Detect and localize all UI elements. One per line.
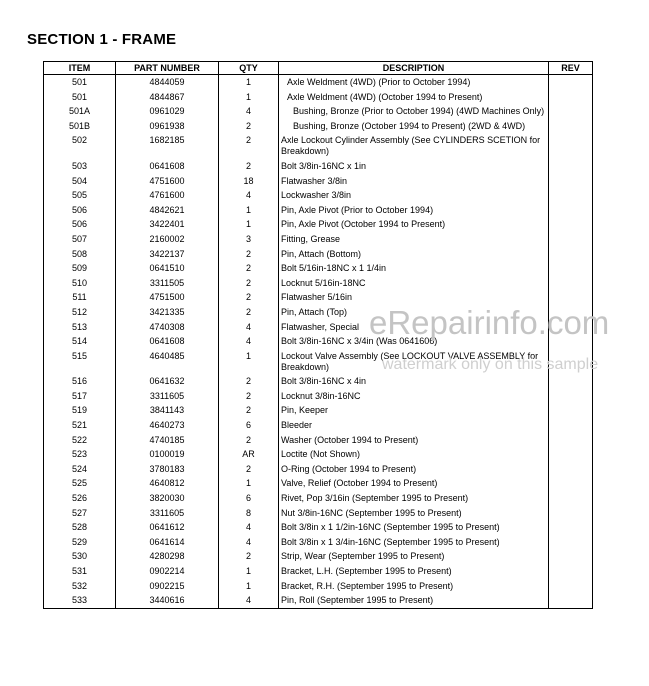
part-number-cell: 0641612 xyxy=(116,520,219,535)
rev-cell xyxy=(549,579,593,594)
item-cell: 513 xyxy=(44,320,116,335)
qty-cell: 4 xyxy=(219,334,279,349)
table-row xyxy=(44,159,593,174)
description-cell: Washer (October 1994 to Present) xyxy=(279,433,549,448)
qty-cell: 2 xyxy=(219,433,279,448)
rev-cell xyxy=(549,418,593,433)
description-cell: Bracket, R.H. (September 1995 to Present) xyxy=(279,579,549,594)
part-number-cell: 4740185 xyxy=(116,433,219,448)
part-number-cell: 4844059 xyxy=(116,75,219,90)
part-number-cell: 2160002 xyxy=(116,232,219,247)
rev-cell xyxy=(549,535,593,550)
description-cell: Flatwasher 5/16in xyxy=(279,290,549,305)
rev-cell xyxy=(549,119,593,134)
rev-cell xyxy=(549,232,593,247)
table-row xyxy=(44,119,593,134)
qty-cell: 2 xyxy=(219,159,279,174)
rev-cell xyxy=(549,549,593,564)
part-number-cell: 3841143 xyxy=(116,403,219,418)
item-cell: 528 xyxy=(44,520,116,535)
table-row xyxy=(44,276,593,291)
part-number-cell: 0641608 xyxy=(116,159,219,174)
rev-cell xyxy=(549,203,593,218)
description-cell: Bolt 5/16in-18NC x 1 1/4in xyxy=(279,261,549,276)
item-cell: 527 xyxy=(44,506,116,521)
table-row xyxy=(44,433,593,448)
part-number-cell: 4842621 xyxy=(116,203,219,218)
qty-cell: 1 xyxy=(219,579,279,594)
description-cell: Bolt 3/8in-16NC x 4in xyxy=(279,374,549,389)
part-number-cell: 0902215 xyxy=(116,579,219,594)
item-cell: 508 xyxy=(44,247,116,262)
part-number-cell: 4751600 xyxy=(116,174,219,189)
description-cell: Pin, Attach (Top) xyxy=(279,305,549,320)
item-cell: 504 xyxy=(44,174,116,189)
rev-cell xyxy=(549,290,593,305)
item-cell: 507 xyxy=(44,232,116,247)
description-cell: Bolt 3/8in-16NC x 3/4in (Was 0641606) xyxy=(279,334,549,349)
description-cell: Loctite (Not Shown) xyxy=(279,447,549,462)
item-cell: 501A xyxy=(44,104,116,119)
table-row xyxy=(44,389,593,404)
table-row xyxy=(44,133,593,159)
part-number-cell: 4640273 xyxy=(116,418,219,433)
qty-cell: 1 xyxy=(219,90,279,105)
description-cell: Pin, Keeper xyxy=(279,403,549,418)
parts-table xyxy=(43,61,593,609)
part-number-cell: 4640485 xyxy=(116,349,219,375)
description-cell: Nut 3/8in-16NC (September 1995 to Present) xyxy=(279,506,549,521)
description-cell: Bolt 3/8in x 1 1/2in-16NC (September 1995 to Present) xyxy=(279,520,549,535)
table-row xyxy=(44,203,593,218)
rev-cell xyxy=(549,374,593,389)
part-number-cell: 3421335 xyxy=(116,305,219,320)
qty-cell: 2 xyxy=(219,276,279,291)
item-cell: 514 xyxy=(44,334,116,349)
rev-cell xyxy=(549,506,593,521)
rev-cell xyxy=(549,462,593,477)
qty-cell: AR xyxy=(219,447,279,462)
rev-cell xyxy=(549,247,593,262)
rev-cell xyxy=(549,389,593,404)
part-number-cell: 3820030 xyxy=(116,491,219,506)
rev-cell xyxy=(549,159,593,174)
rev-cell xyxy=(549,520,593,535)
rev-cell xyxy=(549,104,593,119)
table-row xyxy=(44,188,593,203)
item-cell: 509 xyxy=(44,261,116,276)
qty-cell: 1 xyxy=(219,564,279,579)
table-row xyxy=(44,403,593,418)
item-cell: 503 xyxy=(44,159,116,174)
qty-cell: 1 xyxy=(219,349,279,375)
qty-cell: 4 xyxy=(219,535,279,550)
part-number-cell: 3311605 xyxy=(116,389,219,404)
qty-cell: 3 xyxy=(219,232,279,247)
description-cell: Lockout Valve Assembly (See LOCKOUT VALVE ASSEMBLY for Breakdown) xyxy=(279,349,549,375)
header-qty: QTY xyxy=(219,62,279,75)
part-number-cell: 3311505 xyxy=(116,276,219,291)
table-row xyxy=(44,90,593,105)
part-number-cell: 4844867 xyxy=(116,90,219,105)
rev-cell xyxy=(549,334,593,349)
part-number-cell: 0961029 xyxy=(116,104,219,119)
qty-cell: 6 xyxy=(219,491,279,506)
item-cell: 506 xyxy=(44,217,116,232)
table-row xyxy=(44,520,593,535)
item-cell: 512 xyxy=(44,305,116,320)
rev-cell xyxy=(549,305,593,320)
watermark-note: watermark only on this sample xyxy=(382,356,599,373)
description-cell: Bushing, Bronze (Prior to October 1994) (4WD Machines Only) xyxy=(279,104,549,119)
table-row xyxy=(44,75,593,90)
qty-cell: 1 xyxy=(219,75,279,90)
table-row xyxy=(44,549,593,564)
table-row xyxy=(44,564,593,579)
qty-cell: 2 xyxy=(219,133,279,159)
part-number-cell: 0641510 xyxy=(116,261,219,276)
qty-cell: 4 xyxy=(219,520,279,535)
description-cell: Flatwasher, Special xyxy=(279,320,549,335)
item-cell: 505 xyxy=(44,188,116,203)
table-row xyxy=(44,535,593,550)
part-number-cell: 4740308 xyxy=(116,320,219,335)
rev-cell xyxy=(549,174,593,189)
table-row xyxy=(44,290,593,305)
header-rev: REV xyxy=(549,62,593,75)
qty-cell: 1 xyxy=(219,476,279,491)
part-number-cell: 3422401 xyxy=(116,217,219,232)
rev-cell xyxy=(549,217,593,232)
part-number-cell: 0961938 xyxy=(116,119,219,134)
qty-cell: 4 xyxy=(219,593,279,608)
rev-cell xyxy=(549,564,593,579)
header-description: DESCRIPTION xyxy=(279,62,549,75)
description-cell: Bolt 3/8in-16NC x 1in xyxy=(279,159,549,174)
description-cell: Strip, Wear (September 1995 to Present) xyxy=(279,549,549,564)
qty-cell: 2 xyxy=(219,389,279,404)
description-cell: O-Ring (October 1994 to Present) xyxy=(279,462,549,477)
table-row xyxy=(44,476,593,491)
item-cell: 521 xyxy=(44,418,116,433)
item-cell: 533 xyxy=(44,593,116,608)
part-number-cell: 3422137 xyxy=(116,247,219,262)
item-cell: 519 xyxy=(44,403,116,418)
rev-cell xyxy=(549,188,593,203)
table-row xyxy=(44,579,593,594)
table-row xyxy=(44,305,593,320)
description-cell: Pin, Attach (Bottom) xyxy=(279,247,549,262)
description-cell: Rivet, Pop 3/16in (September 1995 to Present) xyxy=(279,491,549,506)
rev-cell xyxy=(549,75,593,90)
rev-cell xyxy=(549,349,593,375)
section-title: SECTION 1 - FRAME xyxy=(27,31,177,48)
item-cell: 510 xyxy=(44,276,116,291)
part-number-cell: 4640812 xyxy=(116,476,219,491)
description-cell: Flatwasher 3/8in xyxy=(279,174,549,189)
description-cell: Valve, Relief (October 1994 to Present) xyxy=(279,476,549,491)
rev-cell xyxy=(549,276,593,291)
qty-cell: 2 xyxy=(219,305,279,320)
table-row xyxy=(44,232,593,247)
table-row xyxy=(44,261,593,276)
part-number-cell: 3440616 xyxy=(116,593,219,608)
part-number-cell: 1682185 xyxy=(116,133,219,159)
qty-cell: 4 xyxy=(219,188,279,203)
item-cell: 511 xyxy=(44,290,116,305)
description-cell: Fitting, Grease xyxy=(279,232,549,247)
qty-cell: 2 xyxy=(219,119,279,134)
description-cell: Bracket, L.H. (September 1995 to Present) xyxy=(279,564,549,579)
description-cell: Locknut 3/8in-16NC xyxy=(279,389,549,404)
table-row xyxy=(44,447,593,462)
rev-cell xyxy=(549,491,593,506)
part-number-cell: 3780183 xyxy=(116,462,219,477)
part-number-cell: 0902214 xyxy=(116,564,219,579)
description-cell: Locknut 5/16in-18NC xyxy=(279,276,549,291)
description-cell: Bushing, Bronze (October 1994 to Present) (2WD & 4WD) xyxy=(279,119,549,134)
description-cell: Axle Weldment (4WD) (October 1994 to Present) xyxy=(279,90,549,105)
table-row xyxy=(44,247,593,262)
description-cell: Bolt 3/8in x 1 3/4in-16NC (September 1995 to Present) xyxy=(279,535,549,550)
rev-cell xyxy=(549,433,593,448)
part-number-cell: 3311605 xyxy=(116,506,219,521)
rev-cell xyxy=(549,403,593,418)
item-cell: 516 xyxy=(44,374,116,389)
description-cell: Pin, Axle Pivot (Prior to October 1994) xyxy=(279,203,549,218)
qty-cell: 4 xyxy=(219,320,279,335)
item-cell: 501B xyxy=(44,119,116,134)
qty-cell: 2 xyxy=(219,403,279,418)
item-cell: 529 xyxy=(44,535,116,550)
header-part-number: PART NUMBER xyxy=(116,62,219,75)
description-cell: Pin, Axle Pivot (October 1994 to Present) xyxy=(279,217,549,232)
item-cell: 501 xyxy=(44,75,116,90)
table-row xyxy=(44,104,593,119)
rev-cell xyxy=(549,133,593,159)
item-cell: 523 xyxy=(44,447,116,462)
rev-cell xyxy=(549,261,593,276)
table-row xyxy=(44,349,593,375)
table-row xyxy=(44,320,593,335)
table-row xyxy=(44,462,593,477)
description-cell: Bleeder xyxy=(279,418,549,433)
qty-cell: 18 xyxy=(219,174,279,189)
qty-cell: 4 xyxy=(219,104,279,119)
rev-cell xyxy=(549,90,593,105)
rev-cell xyxy=(549,320,593,335)
description-cell: Pin, Roll (September 1995 to Present) xyxy=(279,593,549,608)
qty-cell: 2 xyxy=(219,549,279,564)
header-item: ITEM xyxy=(44,62,116,75)
item-cell: 522 xyxy=(44,433,116,448)
qty-cell: 2 xyxy=(219,261,279,276)
qty-cell: 1 xyxy=(219,203,279,218)
table-row xyxy=(44,374,593,389)
item-cell: 532 xyxy=(44,579,116,594)
description-cell: Axle Weldment (4WD) (Prior to October 1994) xyxy=(279,75,549,90)
table-row xyxy=(44,491,593,506)
item-cell: 530 xyxy=(44,549,116,564)
item-cell: 502 xyxy=(44,133,116,159)
qty-cell: 2 xyxy=(219,290,279,305)
table-row xyxy=(44,174,593,189)
item-cell: 531 xyxy=(44,564,116,579)
rev-cell xyxy=(549,447,593,462)
qty-cell: 2 xyxy=(219,247,279,262)
part-number-cell: 0100019 xyxy=(116,447,219,462)
part-number-cell: 4751500 xyxy=(116,290,219,305)
part-number-cell: 4280298 xyxy=(116,549,219,564)
table-row xyxy=(44,593,593,608)
table-row xyxy=(44,334,593,349)
watermark-brand: eRepairinfo.com xyxy=(369,304,610,341)
rev-cell xyxy=(549,476,593,491)
part-number-cell: 0641608 xyxy=(116,334,219,349)
table-header-row xyxy=(44,62,593,75)
description-cell: Lockwasher 3/8in xyxy=(279,188,549,203)
description-cell: Axle Lockout Cylinder Assembly (See CYLINDERS SCETION for Breakdown) xyxy=(279,133,549,159)
qty-cell: 2 xyxy=(219,462,279,477)
item-cell: 501 xyxy=(44,90,116,105)
item-cell: 515 xyxy=(44,349,116,375)
qty-cell: 8 xyxy=(219,506,279,521)
qty-cell: 2 xyxy=(219,374,279,389)
qty-cell: 1 xyxy=(219,217,279,232)
rev-cell xyxy=(549,593,593,608)
table-row xyxy=(44,418,593,433)
table-row xyxy=(44,217,593,232)
item-cell: 524 xyxy=(44,462,116,477)
item-cell: 525 xyxy=(44,476,116,491)
item-cell: 526 xyxy=(44,491,116,506)
item-cell: 517 xyxy=(44,389,116,404)
item-cell: 506 xyxy=(44,203,116,218)
part-number-cell: 4761600 xyxy=(116,188,219,203)
part-number-cell: 0641614 xyxy=(116,535,219,550)
qty-cell: 6 xyxy=(219,418,279,433)
part-number-cell: 0641632 xyxy=(116,374,219,389)
table-row xyxy=(44,506,593,521)
